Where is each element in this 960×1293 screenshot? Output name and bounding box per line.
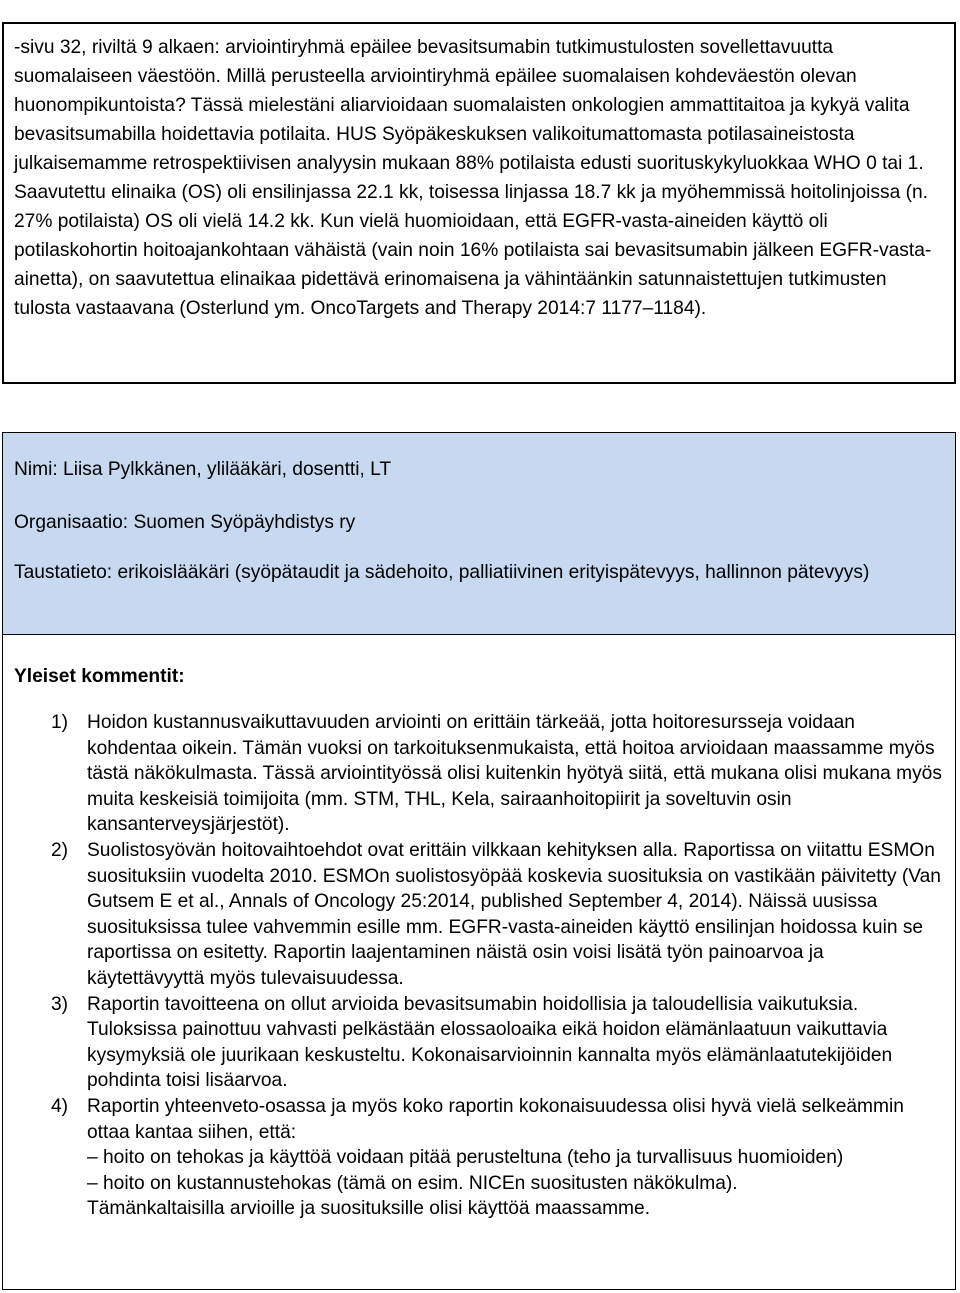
list-item-number: 4) — [51, 1095, 69, 1117]
list-item-dash-point: – hoito on kustannustehokas (tämä on esim. NICEn suositusten näkökulma). — [87, 1172, 738, 1194]
list-item-text — [87, 1094, 943, 1222]
list-item — [3, 838, 943, 992]
list-item-number: 2) — [51, 839, 69, 861]
list-item — [3, 710, 943, 838]
comments-list — [3, 710, 943, 1222]
general-comments-heading: Yleiset kommentit: — [14, 666, 185, 687]
list-item — [3, 1094, 943, 1222]
list-item-dash-point: – hoito on tehokas ja käyttöä voidaan pitää perusteltuna (teho ja turvallisuus huomioiden) — [87, 1147, 844, 1169]
list-item-text: Raportin tavoitteena on ollut arvioida bevasitsumabin hoidollisia ja taloudellisia vaikutuksia. Tuloksissa painottuu vahvasti pelkästään elossaoloaika eikä hoidon elämänlaatuun vaikuttavia kysymyksiä ole juurikaan keskusteltu. Kokonaisarvioinnin kannalta myös elämänlaatutekijöiden pohdinta toisi lisäarvoa. — [87, 993, 893, 1092]
list-item-closing: Tämänkaltaisilla arvioille ja suosituksille olisi käyttöä maassamme. — [87, 1198, 651, 1220]
list-item-intro: Raportin yhteenveto-osassa ja myös koko raportin kokonaisuudessa olisi hyvä vielä selkeämmin ottaa kantaa siihen, että: — [87, 1095, 904, 1143]
list-item — [3, 992, 943, 1094]
quoted-comment-box — [2, 22, 956, 384]
respondent-info-box — [2, 432, 956, 635]
list-item-number: 3) — [51, 993, 69, 1015]
respondent-name: Nimi: Liisa Pylkkänen, ylilääkäri, dosentti, LT — [14, 459, 392, 480]
respondent-background: Taustatieto: erikoislääkäri (syöpätaudit ja sädehoito, palliatiivinen erityispätevyys, hallinnon pätevyys) — [14, 562, 870, 583]
respondent-organization: Organisaatio: Suomen Syöpäyhdistys ry — [14, 512, 356, 533]
list-item-text: Suolistosyövän hoitovaihtoehdot ovat erittäin vilkkaan kehityksen alla. Raportissa on viitattu ESMOn suosituksiin vuodelta 2010. ESMOn suolistosyöpää koskevia suosituksia on vastikään päivitetty (Van Gutsem E et al., Annals of Oncology 25:2014, published September 4, 2014). Näissä uusissa suosituksissa tulee vahvemmin esille mm. EGFR-vasta-aineiden käyttö ensilinjan hoidossa kuin se raportissa on esitetty. Raportin laajentaminen näistä osin voisi lisätä työn painoarvoa ja käytettävyyttä myös tulevaisuudessa. — [87, 839, 941, 989]
list-item-number: 1) — [51, 712, 69, 733]
general-comments-box — [2, 634, 956, 1290]
list-item-text: Hoidon kustannusvaikuttavuuden arviointi on erittäin tärkeää, jotta hoitoresursseja voidaan kohdentaa oikein. Tämän vuoksi on tarkoituksenmukaista, että hoitoa arvioidaan maassamme myös tästä näkökulmasta. Tässä arviointityössä olisi kuitenkin hyötyä siitä, että mukana olisi mukana myös muita keskeisiä toimijoita (mm. STM, THL, Kela, sairaanhoitopiirit ja soveltuvin osin kansanterveysjärjestöt). — [87, 712, 942, 836]
comment-paragraph: -sivu 32, riviltä 9 alkaen: arviointiryhmä epäilee bevasitsumabin tutkimustulosten sovellettavuutta suomalaiseen väestöön. Millä perusteella arviointiryhmä epäilee suomalaisen kohdeväestön olevan huonompikuntoista? Tässä mielestäni aliarvioidaan suomalaisten onkologien ammattitaitoa ja kykyä valita bevasitsumabilla hoidettavia potilaita. HUS Syöpäkeskuksen valikoitumattomasta potilasaineistosta julkaisemamme retrospektiivisen analyysin mukaan 88% potilaista edusti suorituskykyluokkaa WHO 0 tai 1. Saavutettu elinaika (OS) oli ensilinjassa 22.1 kk, toisessa linjassa 18.7 kk ja myöhemmissä hoitolinjoissa (n. 27% potilaista) OS oli vielä 14.2 kk. Kun vielä huomioidaan, että EGFR-vasta-aineiden käyttö oli potilaskohortin hoitoajankohtaan vähäistä (vain noin 16% potilaista sai bevasitsumabin jälkeen EGFR-vasta-ainetta), on saavutettua elinaikaa pidettävä erinomaisena ja vähintäänkin satunnaistettujen tutkimusten tulosta vastaavana (Osterlund ym. OncoTargets and Therapy 2014:7 1177–1184). — [14, 37, 932, 319]
